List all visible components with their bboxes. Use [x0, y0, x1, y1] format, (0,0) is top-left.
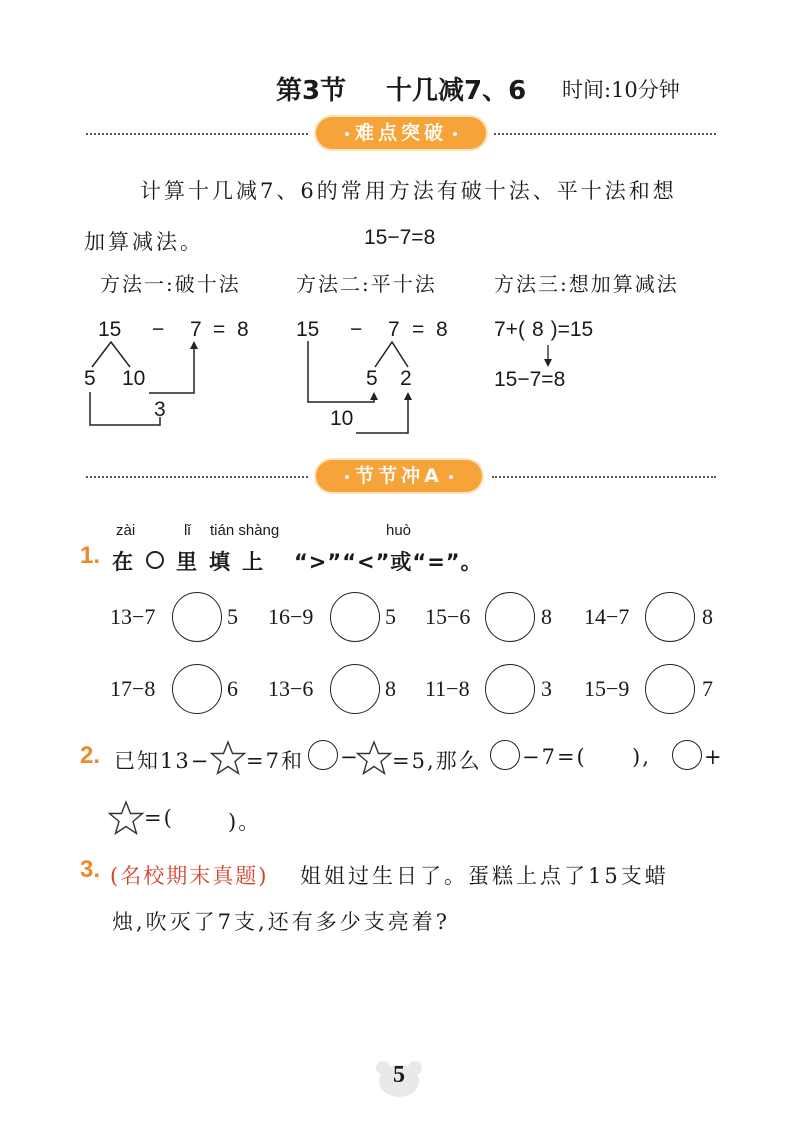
dot-icon — [449, 475, 453, 479]
q1-right: 5 — [227, 604, 238, 629]
q1-left: 16−9 — [268, 604, 314, 629]
time-limit: 时间:10分钟 — [562, 78, 680, 102]
q1-right: 7 — [702, 676, 713, 701]
q3-source-tag: (名校期末真题) — [110, 864, 269, 888]
star-icon[interactable] — [356, 740, 392, 776]
m3-value: 8 — [531, 318, 544, 341]
q1-left: 15−9 — [584, 676, 630, 701]
q1-left: 15−6 — [425, 604, 471, 629]
answer-circle[interactable] — [330, 664, 380, 714]
q2-part-2: =7和 — [246, 749, 304, 773]
q1-text-c: “>”“<”或“=”。 — [294, 550, 483, 574]
blank-circle[interactable] — [490, 740, 520, 770]
q1-left: 13−6 — [268, 676, 314, 701]
m3-line-2: 15−7=8 — [494, 368, 566, 391]
q2-part-9: )。 — [228, 810, 262, 834]
q2-part-8: =( — [144, 806, 174, 830]
question-3-number: 3. — [80, 856, 101, 883]
m3-suffix: )=15 — [550, 318, 594, 341]
q1-text-a: 在 — [112, 550, 145, 574]
answer-circle[interactable] — [330, 592, 380, 642]
page-title: 十几减7、6 — [386, 76, 527, 106]
q1-left: 14−7 — [584, 604, 630, 629]
method-3-title: 方法三:想加算减法 — [494, 272, 679, 296]
m2-split-a: 5 — [366, 367, 378, 390]
answer-circle[interactable] — [645, 664, 695, 714]
star-icon[interactable] — [210, 740, 246, 776]
pinyin-li: lǐ — [184, 522, 191, 539]
circle-icon — [146, 551, 164, 569]
q2-part-3: − — [340, 745, 360, 769]
m2-result: 10 — [330, 407, 354, 430]
method-2-title: 方法二:平十法 — [296, 272, 437, 296]
answer-blank[interactable] — [178, 800, 222, 832]
m2-n7: 7 — [388, 318, 400, 341]
q1-right: 8 — [702, 604, 713, 629]
method-1-title: 方法一:破十法 — [100, 272, 241, 296]
banner-label: 难点突破 — [354, 122, 447, 144]
q2-part-1: 已知13− — [114, 749, 211, 773]
section-number: 第3节 — [276, 76, 347, 106]
q2-part-4: =5,那么 — [392, 749, 482, 773]
blank-circle[interactable] — [672, 740, 702, 770]
pinyin-tian-shang: tián shàng — [210, 522, 280, 539]
q1-right: 6 — [227, 676, 238, 701]
q1-right: 8 — [541, 604, 552, 629]
q3-line-1: 姐姐过生日了。蛋糕上点了15支蜡 — [300, 864, 669, 888]
m1-split-a: 5 — [84, 367, 96, 390]
answer-circle[interactable] — [645, 592, 695, 642]
dotted-divider — [492, 476, 716, 478]
practice-banner — [316, 460, 482, 492]
answer-circle[interactable] — [172, 592, 222, 642]
page-number-badge — [372, 1058, 426, 1098]
blank-circle[interactable] — [308, 740, 338, 770]
m3-arrowhead — [544, 359, 552, 367]
q2-part-6: ), — [632, 745, 651, 769]
q1-right: 5 — [385, 604, 396, 629]
answer-circle[interactable] — [485, 664, 535, 714]
pinyin-huo: huò — [386, 522, 412, 539]
banner-label: 节节冲A — [355, 465, 443, 487]
m1-eq: = — [213, 318, 226, 341]
q1-left: 13−7 — [110, 604, 156, 629]
q1-right: 3 — [541, 676, 552, 701]
q2-part-5: −7=( — [522, 745, 587, 769]
star-icon[interactable] — [108, 800, 144, 836]
m1-minus: − — [152, 318, 165, 341]
m2-answer: 8 — [436, 318, 448, 341]
intro-line-2: 加算减法。 — [84, 230, 204, 254]
q2-part-7: + — [704, 745, 724, 769]
m1-split-b: 10 — [122, 367, 146, 390]
answer-circle[interactable] — [172, 664, 222, 714]
m1-n15: 15 — [98, 318, 122, 341]
intro-line-1: 计算十几减7、6的常用方法有破十法、平十法和想 — [140, 179, 677, 203]
question-2-number: 2. — [80, 742, 101, 769]
q1-left: 17−8 — [110, 676, 156, 701]
dot-icon — [345, 475, 349, 479]
m1-n7: 7 — [190, 318, 202, 341]
q1-left: 11−8 — [425, 676, 470, 701]
m3-prefix: 7+( — [494, 318, 525, 341]
pinyin-zai: zài — [116, 522, 136, 539]
q1-right: 8 — [385, 676, 396, 701]
dotted-divider — [86, 476, 308, 478]
m2-n15: 15 — [296, 318, 320, 341]
q1-text-b: 里填上 — [176, 550, 275, 574]
answer-blank[interactable] — [592, 740, 626, 772]
m1-result: 3 — [154, 398, 166, 421]
page-number: 5 — [393, 1062, 405, 1088]
m2-minus: − — [350, 318, 363, 341]
example-equation: 15−7=8 — [364, 226, 436, 249]
answer-circle[interactable] — [485, 592, 535, 642]
m2-split-b: 2 — [400, 367, 412, 390]
q3-line-2: 烛,吹灭了7支,还有多少支亮着? — [112, 910, 450, 934]
question-1-number: 1. — [80, 542, 101, 569]
m2-eq: = — [412, 318, 425, 341]
m1-answer: 8 — [237, 318, 249, 341]
